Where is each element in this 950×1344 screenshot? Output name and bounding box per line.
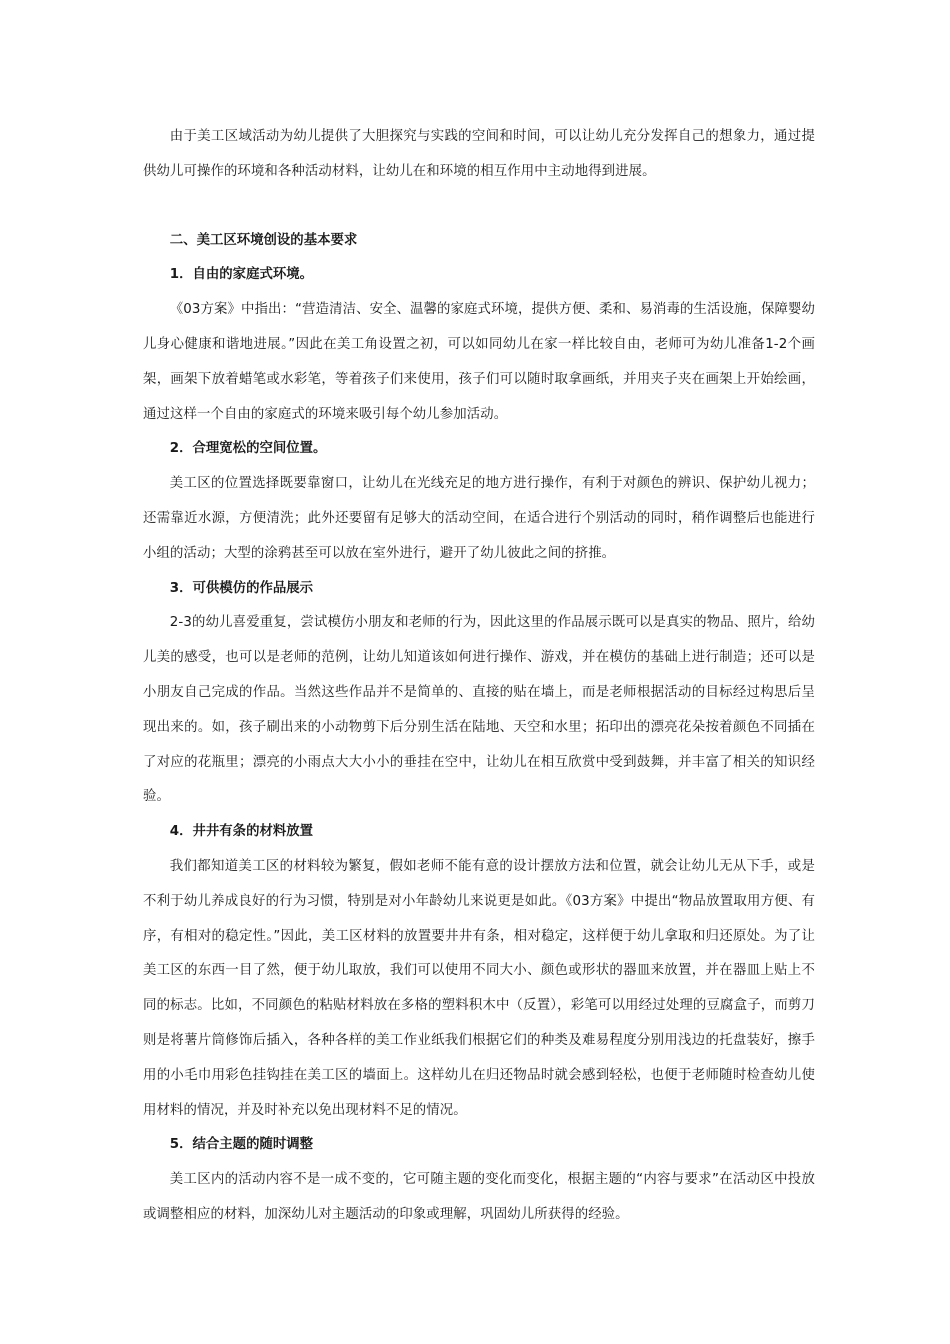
item-paragraph-1: 《03方案》中指出：“营造清洁、安全、温馨的家庭式环境，提供方便、柔和、易消毒的生活设施，保障婴幼儿身心健康和谐地进展。”因此在美工角设置之初，可以如同幼儿在家一样比较自由，老师可为幼儿准备1-2个画架，画架下放着蜡笔或水彩笔，等着孩子们来使用，孩子们可以随时取拿画纸，并用夹子夹在画架上开始绘画，通过这样一个自由的家庭式的环境来吸引每个幼儿参加活动。	[143, 302, 815, 422]
item-paragraph-2: 美工区的位置选择既要靠窗口，让幼儿在光线充足的地方进行操作，有利于对颜色的辨识、保护幼儿视力；还需靠近水源，方便清洗；此外还要留有足够大的活动空间，在适合进行个别活动的同时，稍作调整后也能进行小组的活动；大型的涂鸦甚至可以放在室外进行，避开了幼儿彼此之间的挤推。	[143, 476, 815, 561]
item-heading-1: 1．自由的家庭式环境。	[169, 267, 314, 283]
item-paragraph-3: 2-3的幼儿喜爱重复，尝试模仿小朋友和老师的行为，因此这里的作品展示既可以是真实的物品、照片，给幼儿美的感受，也可以是老师的范例，让幼儿知道该如何进行操作、游戏，并在模仿的基础上进行制造；还可以是小朋友自己完成的作品。当然这些作品并不是简单的、直接的贴在墙上，而是老师根据活动的目标经过构思后呈现出来的。如，孩子刷出来的小动物剪下后分别生活在陆地、天空和水里；拓印出的漂亮花朵按着颜色不同插在了对应的花瓶里；漂亮的小雨点大大小小的垂挂在空中，让幼儿在相互欣赏中受到鼓舞，并丰富了相关的知识经验。	[143, 615, 815, 805]
item-paragraph-5: 美工区内的活动内容不是一成不变的，它可随主题的变化而变化，根据主题的“内容与要求”在活动区中投放或调整相应的材料，加深幼儿对主题活动的印象或理解，巩固幼儿所获得的经验。	[143, 1172, 815, 1222]
item-heading-2: 2．合理宽松的空间位置。	[169, 441, 327, 457]
item-heading-4: 4．井井有条的材料放置	[169, 824, 314, 840]
section-title: 二、美工区环境创设的基本要求	[169, 232, 358, 248]
item-heading-3: 3．可供模仿的作品展示	[169, 580, 314, 596]
item-paragraph-4: 我们都知道美工区的材料较为繁复，假如老师不能有意的设计摆放方法和位置，就会让幼儿无从下手，或是不利于幼儿养成良好的行为习惯，特别是对小年龄幼儿来说更是如此。《03方案》中提出“物品放置取用方便、有序，有相对的稳定性。”因此，美工区材料的放置要井井有条，相对稳定，这样便于幼儿拿取和归还原处。为了让美工区的东西一目了然，便于幼儿取放，我们可以使用不同大小、颜色或形状的器皿来放置，并在器皿上贴上不同的标志。比如，不同颜色的粘贴材料放在多格的塑料积木中（反置），彩笔可以用经过处理的豆腐盒子，而剪刀则是将薯片筒修饰后插入，各种各样的美工作业纸我们根据它们的种类及难易程度分别用浅边的托盘装好，擦手用的小毛巾用彩色挂钩挂在美工区的墙面上。这样幼儿在归还物品时就会感到轻松，也便于老师随时检查幼儿使用材料的情况，并及时补充以免出现材料不足的情况。	[143, 858, 815, 1118]
intro-paragraph: 由于美工区域活动为幼儿提供了大胆探究与实践的空间和时间，可以让幼儿充分发挥自己的想象力，通过提供幼儿可操作的环境和各种活动材料，让幼儿在和环境的相互作用中主动地得到进展。	[143, 129, 815, 179]
item-heading-5: 5．结合主题的随时调整	[169, 1137, 314, 1153]
document-body	[143, 120, 815, 1233]
